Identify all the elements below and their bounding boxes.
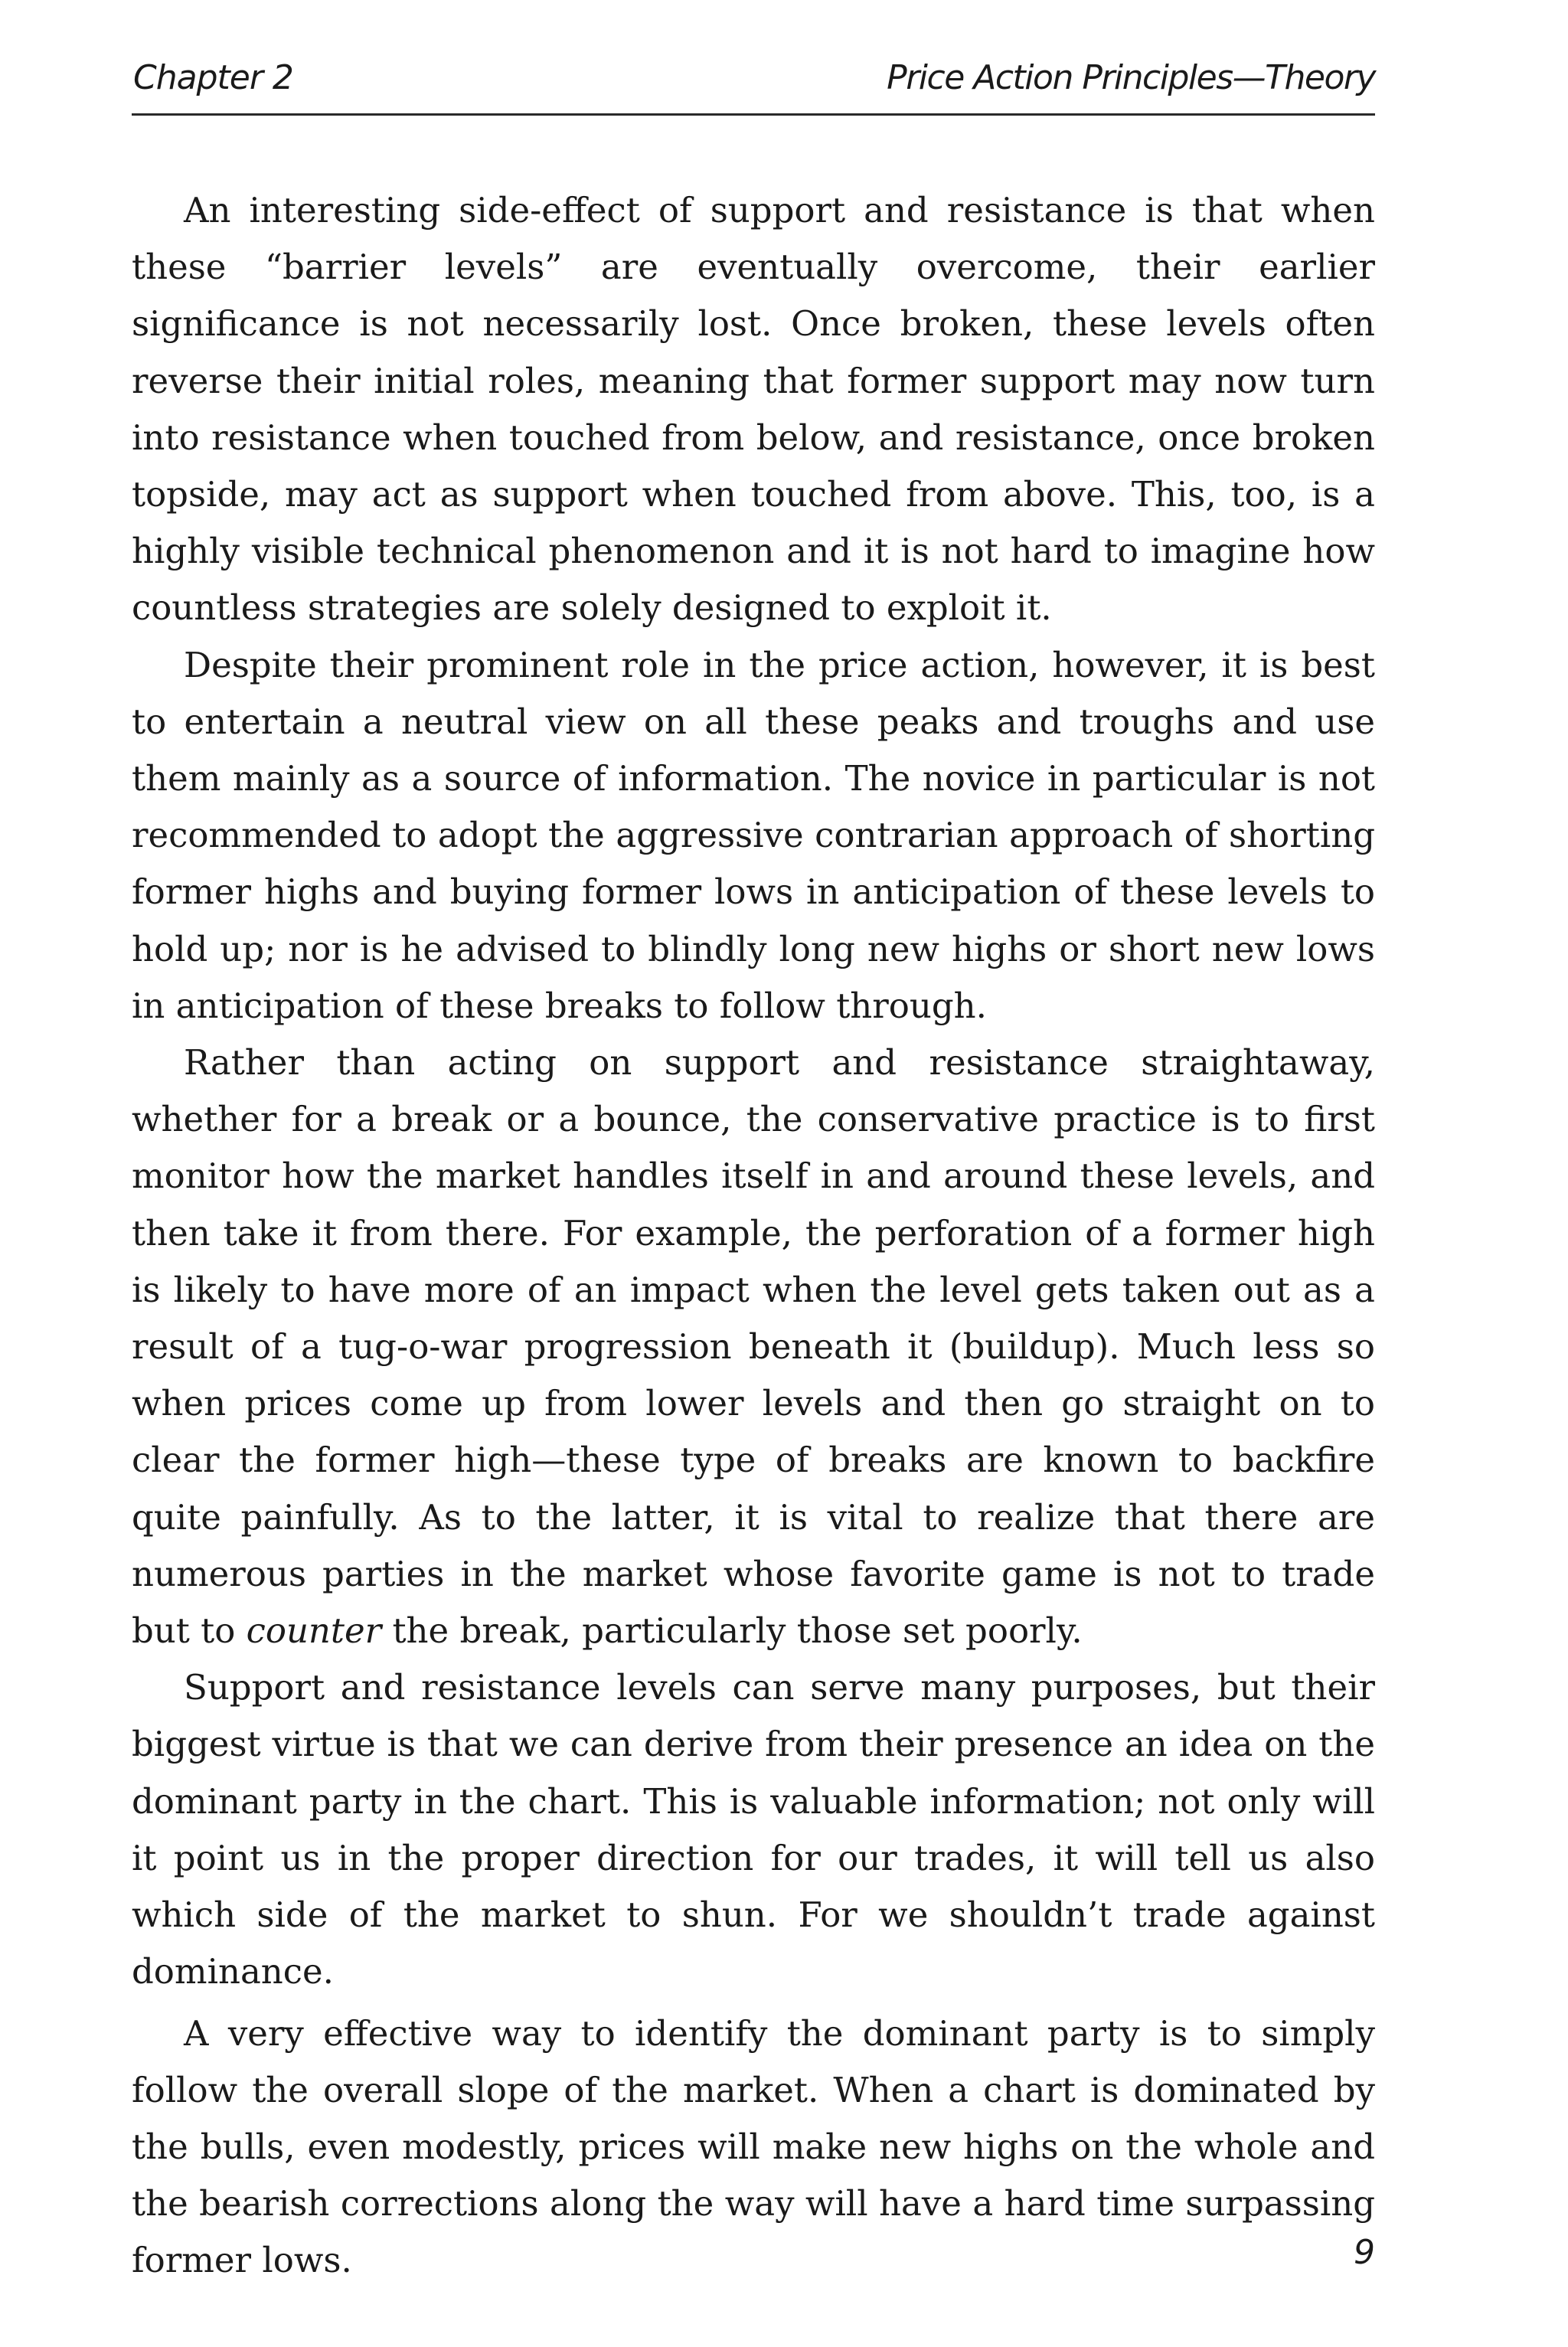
page-number: 9 xyxy=(1354,2233,1375,2272)
chapter-label: Chapter 2 xyxy=(133,58,293,97)
emphasis-counter: counter xyxy=(246,1610,382,1652)
paragraph-2: Despite their prominent role in the price action, however, it is best to entertain a neutral view on all these peaks and troughs and use them mainly as a source of information. The novice in particular is not recommended to adopt the aggressive contrarian approach of shorting former highs and buying former lows in anticipation of these levels to hold up; nor is he advised to blindly long new highs or short new lows in anticipation of these breaks to follow through. xyxy=(132,644,1375,1026)
paragraph-3-text-end: the break, particularly those set poorly. xyxy=(381,1610,1083,1652)
paragraph-3 xyxy=(132,1035,1375,1659)
header-rule xyxy=(132,113,1375,116)
section-title: Price Action Principles—Theory xyxy=(887,58,1375,97)
paragraph-4: Support and resistance levels can serve many purposes, but their biggest virtue is that we can derive from their presence an idea on the dominant party in the chart. This is valuable information; not only will it point us in the proper direction for our trades, it will tell us also which side of the market to shun. For we shouldn’t trade against dominance. xyxy=(132,1667,1375,1992)
running-header xyxy=(132,47,1375,109)
paragraph-5: A very effective way to identify the dominant party is to simply follow the overall slope of the market. When a chart is dominated by the bulls, even modestly, prices will make new highs on the whole and the bearish corrections along the way will have a hard time surpassing former lows. xyxy=(132,2012,1375,2281)
body-text xyxy=(132,182,1375,2290)
paragraph-1: An interesting side-effect of support and resistance is that when these “barrier levels” are eventually overcome, their earlier significance is not necessarily lost. Once broken, these levels often reverse their initial roles, meaning that former support may now turn into resistance when touched from below, and resistance, once broken topside, may act as support when touched from above. This, too, is a highly visible technical phenomenon and it is not hard to imagine how countless strategies are solely designed to exploit it. xyxy=(132,190,1375,629)
paragraph-3-text-start: Rather than acting on support and resistance straightaway, whether for a break or a bounce, the conservative practice is to first monitor how the market handles itself in and around these levels, and then take it from there. For example, the perforation of a former high is likely to have more of an impact when the level gets taken out as a result of a tug-o-war progression beneath it (buildup). Much less so when prices come up from lower levels and then go straight on to clear the former high—these type of breaks are known to backfire quite painfully. As to the latter, it is vital to realize that there are numerous parties in the market whose favorite game is not to trade but to xyxy=(132,1042,1375,1652)
